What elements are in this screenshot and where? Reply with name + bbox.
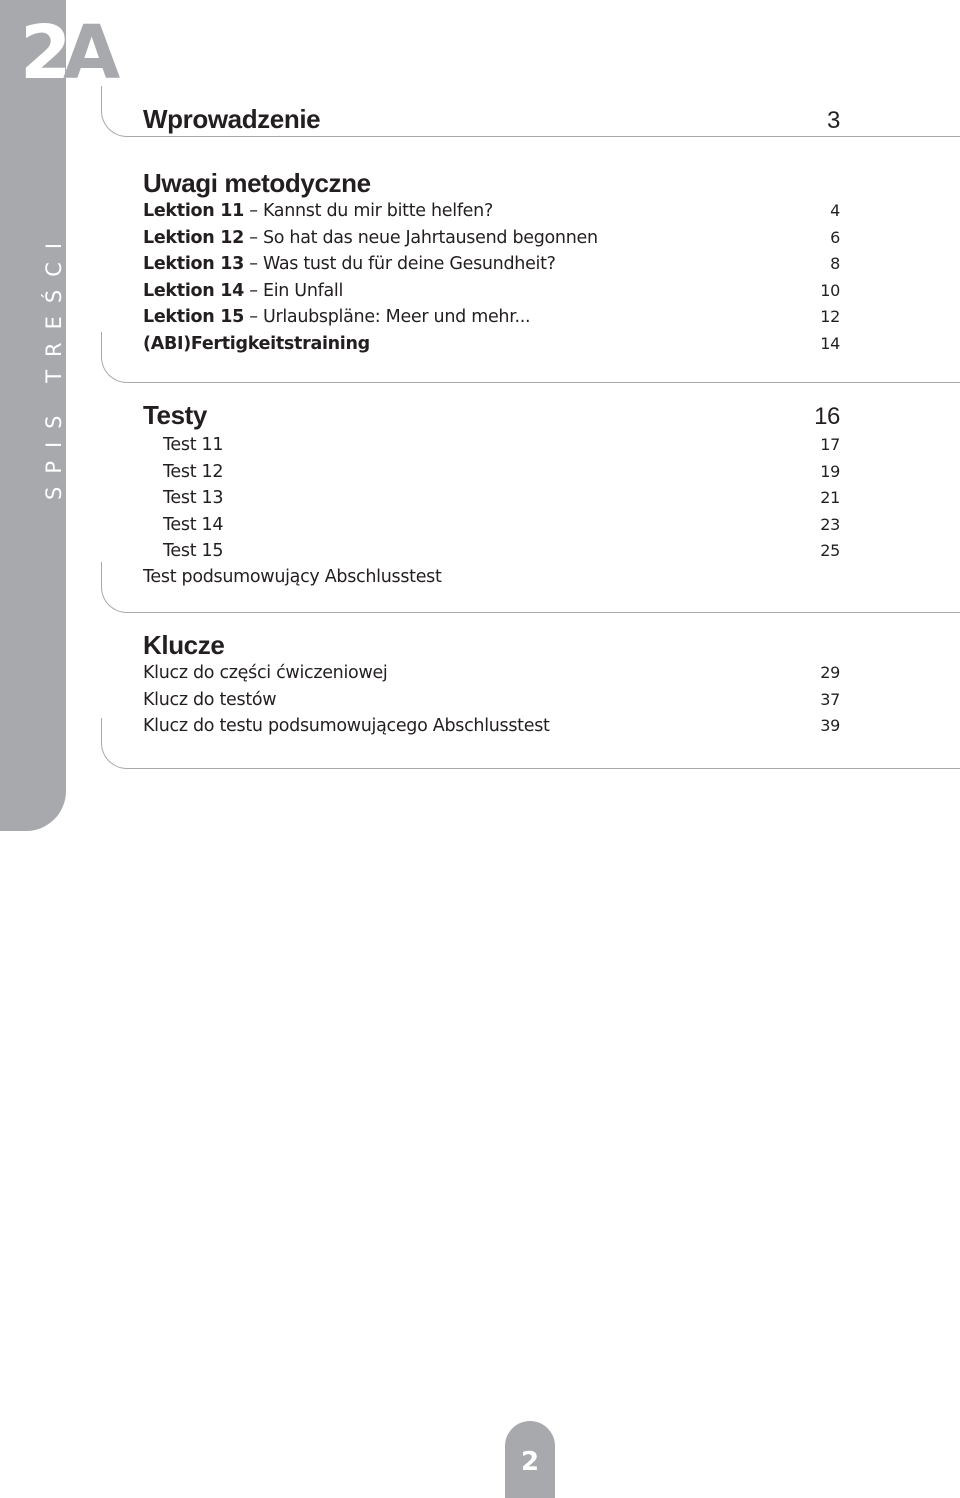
lesson-title: So hat das neue Jahrtausend begonnen [262, 227, 598, 248]
page-ref: 19 [820, 461, 840, 481]
toc-entry[interactable] [143, 485, 840, 512]
test-title: Test 12 [163, 461, 224, 482]
klucze-section [143, 630, 840, 740]
badge-letter: A [63, 10, 121, 96]
page-ref: 21 [820, 488, 840, 508]
toc-entry[interactable] [143, 660, 840, 687]
page-ref: 16 [814, 403, 840, 430]
lesson-label: Lektion 12 [143, 227, 244, 248]
toc-entry[interactable] [143, 104, 840, 136]
page-ref: 3 [827, 107, 840, 134]
toc-entry[interactable] [143, 565, 840, 591]
final-test-title: Test podsumowujący Abschlusstest [143, 566, 442, 587]
side-tab [0, 0, 66, 831]
page-ref: 12 [820, 307, 840, 327]
training-title: (ABI)Fertigkeitstraining [143, 333, 370, 354]
page-ref: 23 [820, 514, 840, 534]
page-ref: 14 [820, 333, 840, 353]
page-ref: 17 [820, 435, 840, 454]
test-title: Test 15 [163, 541, 224, 562]
toc-entry[interactable] [143, 331, 840, 358]
page-ref: 37 [820, 689, 840, 709]
test-title: Test 14 [163, 514, 224, 535]
lesson-label: Lektion 14 [143, 280, 244, 301]
toc-entry[interactable] [143, 512, 840, 539]
lesson-label: Lektion 15 [143, 307, 244, 328]
test-title: Test 13 [163, 488, 224, 509]
key-title: Klucz do testów [143, 689, 277, 710]
page-ref: 8 [830, 254, 840, 274]
page-ref: 25 [820, 541, 840, 561]
lesson-title: Ein Unfall [262, 280, 344, 301]
page-ref: 6 [830, 227, 840, 247]
toc-entry[interactable] [143, 400, 840, 432]
intro-section [143, 104, 840, 136]
section-title: Testy [143, 400, 207, 430]
toc-entry[interactable] [143, 538, 840, 565]
lesson-title: Urlaubspläne: Meer und mehr... [262, 307, 531, 328]
toc-entry[interactable] [143, 432, 840, 459]
toc-entry[interactable] [143, 713, 840, 740]
toc-entry[interactable] [143, 687, 840, 714]
page-ref: 4 [830, 201, 840, 220]
toc-entry[interactable]: Lektion 14 – Ein Unfall 10 [143, 278, 840, 305]
uwagi-section [143, 168, 840, 358]
testy-section [143, 400, 840, 591]
lesson-label: Lektion 13 [143, 254, 244, 275]
section-title: Klucze [143, 630, 225, 660]
page-number: 2 [520, 1447, 540, 1477]
section-title: Uwagi metodyczne [143, 168, 371, 198]
toc-entry[interactable]: Lektion 13 – Was tust du für deine Gesundheit? 8 [143, 251, 840, 278]
page-ref: 10 [820, 280, 840, 300]
test-title: Test 11 [163, 435, 224, 455]
badge-number: 2 [20, 10, 68, 96]
side-label: SPIS TREŚCI [42, 229, 66, 500]
toc-entry[interactable]: Lektion 15 – Urlaubspläne: Meer und mehr... 12 [143, 304, 840, 331]
lesson-title: Kannst du mir bitte helfen? [262, 201, 493, 221]
page-number-tab [505, 1421, 555, 1498]
key-title: Klucz do części ćwiczeniowej [143, 663, 388, 683]
lesson-title: Was tust du für deine Gesundheit? [262, 254, 556, 275]
lesson-label: Lektion 11 [143, 201, 244, 221]
page-ref: 39 [820, 716, 840, 736]
key-title: Klucz do testu podsumowującego Abschlusstest [143, 716, 550, 737]
page-ref: 29 [820, 663, 840, 682]
toc-entry[interactable] [143, 459, 840, 486]
intro-title: Wprowadzenie [143, 104, 321, 134]
toc-entry[interactable]: Lektion 12 – So hat das neue Jahrtausend begonnen 6 [143, 225, 840, 252]
toc-entry[interactable]: Lektion 11 – Kannst du mir bitte helfen? 4 [143, 198, 840, 225]
